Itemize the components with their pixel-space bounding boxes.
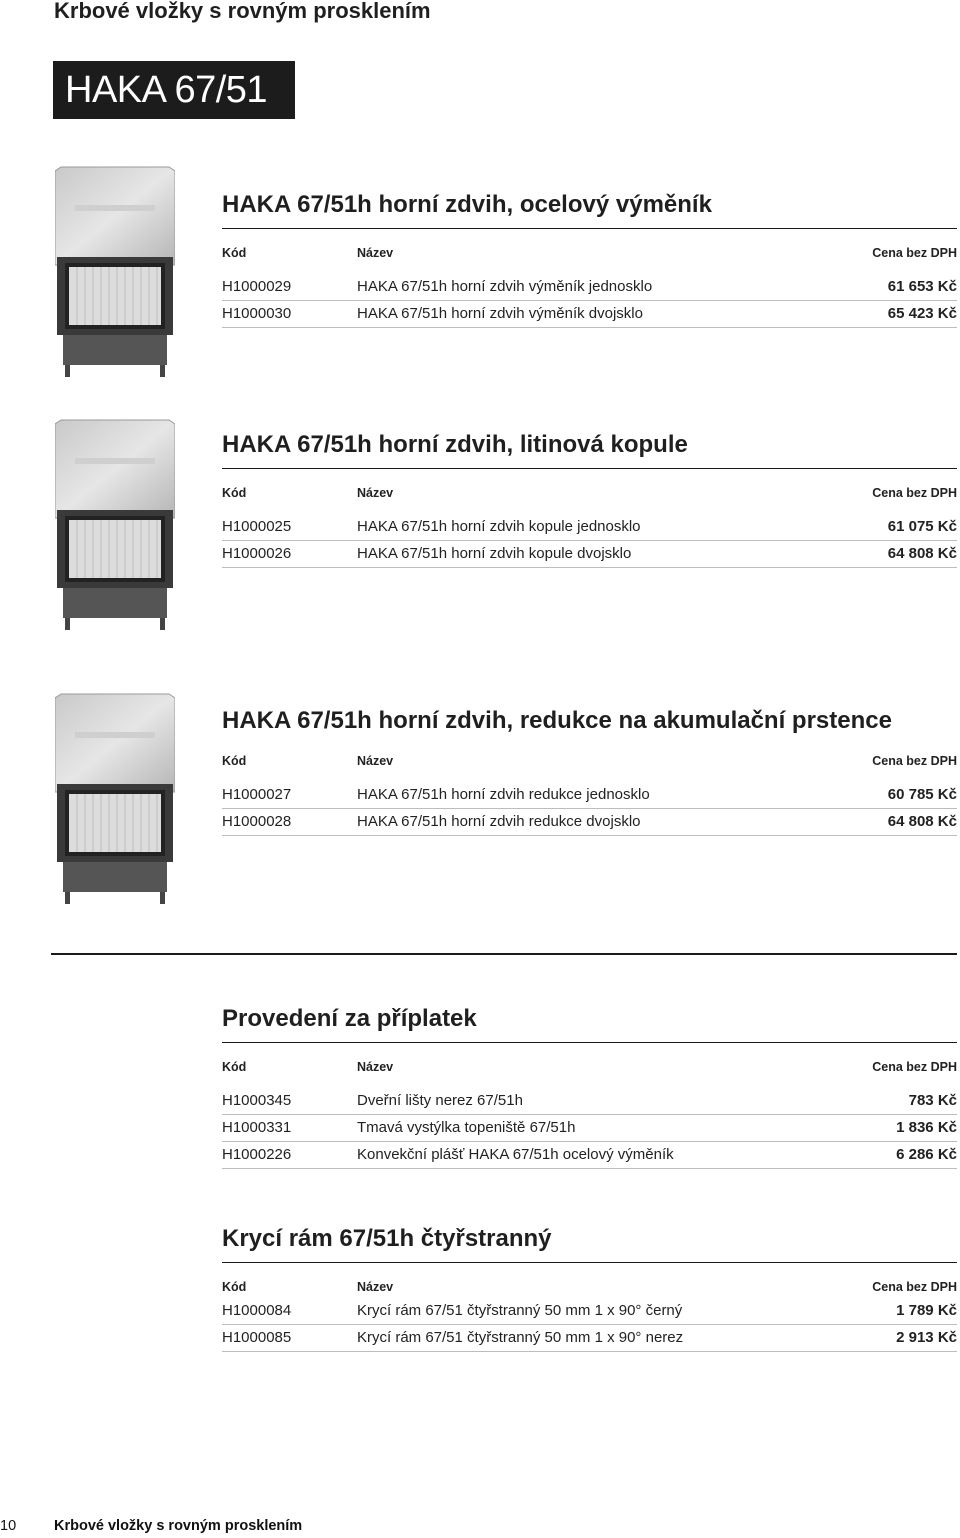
product-price: 783 Kč: [908, 1092, 957, 1109]
product-code: H1000025: [222, 518, 292, 535]
table-row: [222, 782, 957, 809]
product-price: 61 653 Kč: [887, 278, 957, 295]
column-header-code: Kód: [222, 486, 247, 500]
section-title: Provedení za příplatek: [222, 1005, 477, 1032]
product-name: HAKA 67/51h horní zdvih kopule dvojsklo: [357, 545, 632, 562]
fireplace-product-image: [55, 692, 175, 907]
table-header: [222, 486, 957, 502]
column-header-price: Cena bez DPH: [872, 486, 957, 500]
column-header-price: Cena bez DPH: [872, 754, 957, 768]
page-category-header: Krbové vložky s rovným prosklením: [54, 0, 431, 23]
section-title: Krycí rám 67/51h čtyřstranný: [222, 1225, 552, 1252]
section-rule: [222, 468, 957, 469]
product-name: HAKA 67/51h horní zdvih výměník jednosklo: [357, 278, 653, 295]
product-price: 1 836 Kč: [896, 1119, 957, 1136]
column-header-price: Cena bez DPH: [872, 1060, 957, 1074]
column-header-code: Kód: [222, 246, 247, 260]
product-name: Konvekční plášť HAKA 67/51h ocelový výměník: [357, 1146, 674, 1163]
price-section: [222, 1224, 957, 1352]
product-price: 64 808 Kč: [887, 813, 957, 830]
product-name: HAKA 67/51h horní zdvih redukce dvojsklo: [357, 813, 641, 830]
table-header: [222, 1060, 957, 1076]
product-price: 64 808 Kč: [887, 545, 957, 562]
product-name: HAKA 67/51h horní zdvih kopule jednosklo: [357, 518, 641, 535]
product-name: Krycí rám 67/51 čtyřstranný 50 mm 1 x 90° černý: [357, 1302, 683, 1319]
product-code: H1000345: [222, 1092, 292, 1109]
table-row: [222, 1298, 957, 1325]
price-section: [222, 190, 957, 328]
page-number: 10: [0, 1518, 17, 1534]
product-name: Tmavá vystýlka topeniště 67/51h: [357, 1119, 576, 1136]
product-code: H1000027: [222, 786, 292, 803]
price-section: [222, 1004, 957, 1169]
product-price: 1 789 Kč: [896, 1302, 957, 1319]
fireplace-product-image: [55, 165, 175, 380]
product-code: H1000331: [222, 1119, 292, 1136]
table-row: [222, 301, 957, 328]
product-price: 60 785 Kč: [887, 786, 957, 803]
column-header-price: Cena bez DPH: [872, 246, 957, 260]
table-row: [222, 1142, 957, 1169]
table-row: [222, 809, 957, 836]
product-price: 65 423 Kč: [887, 305, 957, 322]
product-name: Dveřní lišty nerez 67/51h: [357, 1092, 523, 1109]
section-rule: [222, 228, 957, 229]
section-divider: [51, 953, 957, 955]
section-title: HAKA 67/51h horní zdvih, ocelový výměník: [222, 191, 712, 218]
fireplace-product-image: [55, 418, 175, 633]
table-row: [222, 274, 957, 301]
product-code: H1000084: [222, 1302, 292, 1319]
section-title: HAKA 67/51h horní zdvih, litinová kopule: [222, 431, 688, 458]
column-header-name: Název: [357, 1060, 394, 1074]
column-header-code: Kód: [222, 754, 247, 768]
product-code: H1000028: [222, 813, 292, 830]
table-row: [222, 1325, 957, 1352]
product-name: HAKA 67/51h horní zdvih výměník dvojsklo: [357, 305, 643, 322]
table-header: [222, 246, 957, 262]
product-price: 2 913 Kč: [896, 1329, 957, 1346]
column-header-code: Kód: [222, 1280, 247, 1294]
column-header-name: Název: [357, 1280, 394, 1294]
table-row: [222, 1115, 957, 1142]
column-header-name: Název: [357, 486, 394, 500]
table-header: [222, 754, 957, 770]
section-rule: [222, 1262, 957, 1263]
product-code: H1000030: [222, 305, 292, 322]
product-price: 6 286 Kč: [896, 1146, 957, 1163]
product-code: H1000029: [222, 278, 292, 295]
section-rule: [222, 1042, 957, 1043]
product-price: 61 075 Kč: [887, 518, 957, 535]
table-row: [222, 1088, 957, 1115]
footer-text: Krbové vložky s rovným prosklením: [54, 1518, 303, 1534]
column-header-name: Název: [357, 246, 394, 260]
product-code: H1000226: [222, 1146, 292, 1163]
section-title: HAKA 67/51h horní zdvih, redukce na akumulační prstence: [222, 707, 892, 734]
product-name: Krycí rám 67/51 čtyřstranný 50 mm 1 x 90° nerez: [357, 1329, 684, 1346]
table-header: [222, 1280, 957, 1296]
column-header-name: Název: [357, 754, 394, 768]
model-title: HAKA 67/51: [53, 61, 295, 119]
product-name: HAKA 67/51h horní zdvih redukce jednosklo: [357, 786, 650, 803]
product-code: H1000026: [222, 545, 292, 562]
column-header-price: Cena bez DPH: [872, 1280, 957, 1294]
price-section: [222, 430, 957, 568]
price-section: [222, 706, 957, 836]
table-row: [222, 541, 957, 568]
table-row: [222, 514, 957, 541]
column-header-code: Kód: [222, 1060, 247, 1074]
product-code: H1000085: [222, 1329, 292, 1346]
